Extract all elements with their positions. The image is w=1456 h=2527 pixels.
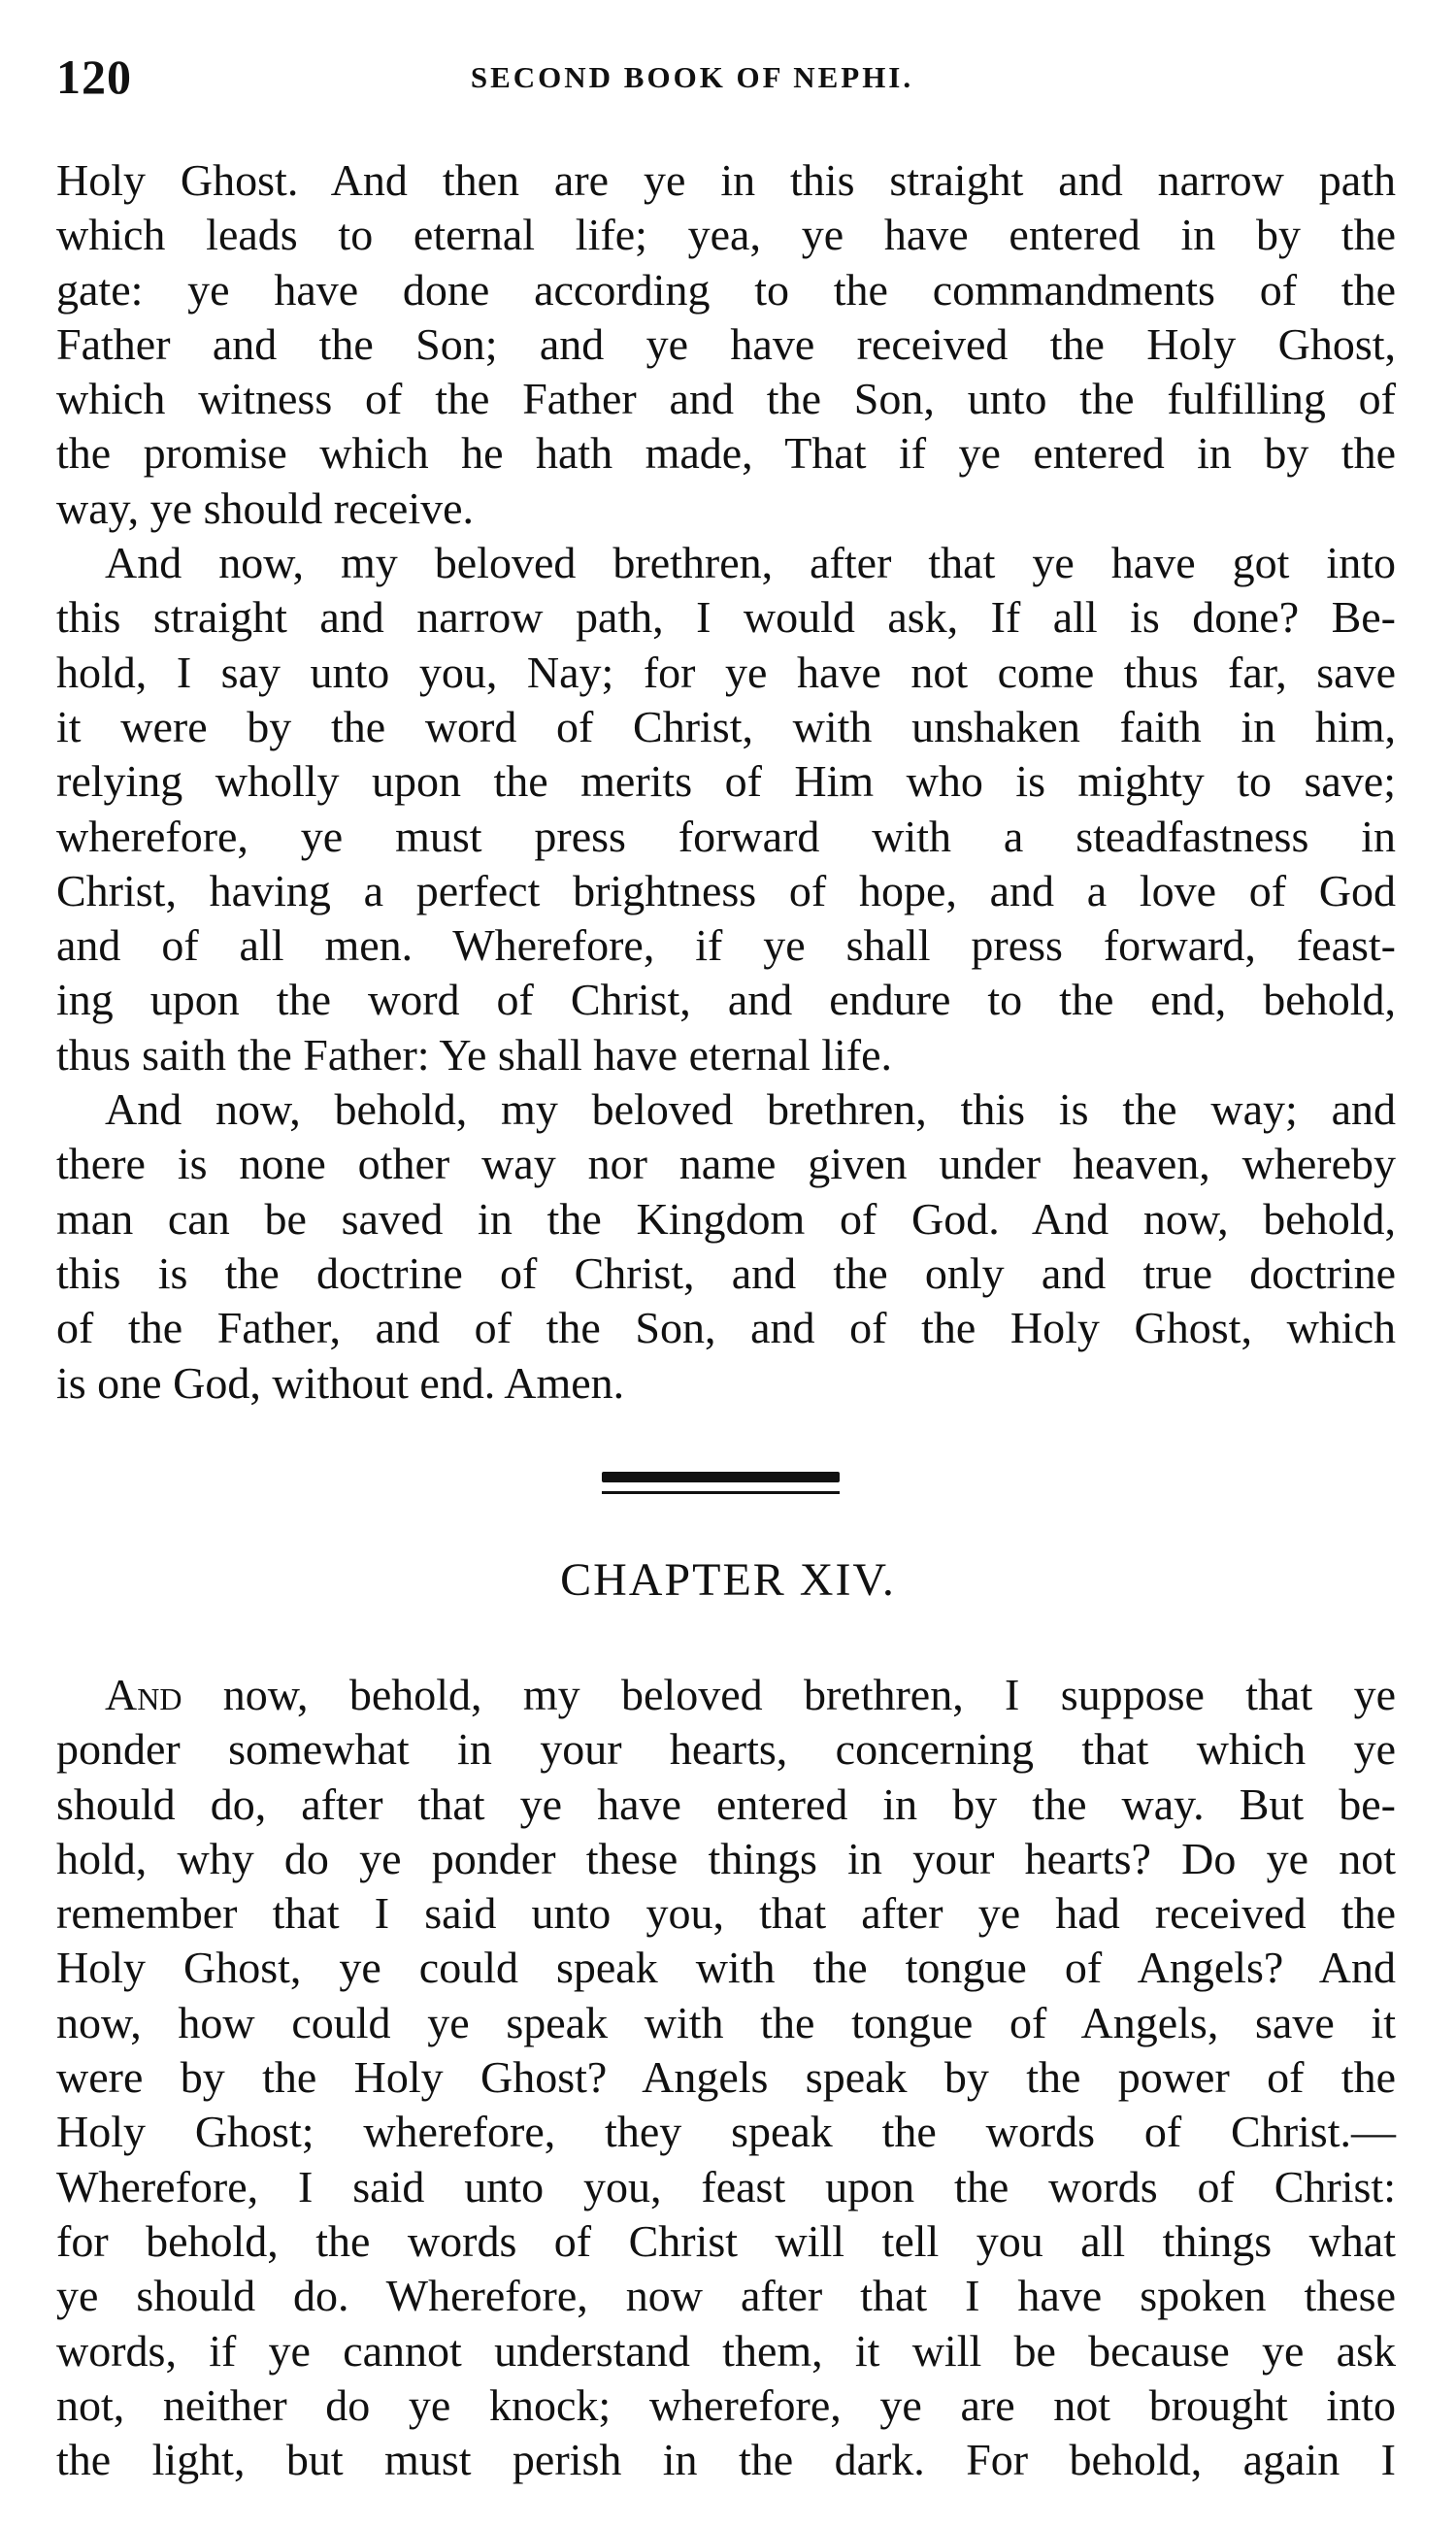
book-title: SECOND BOOK OF NEPHI.	[470, 60, 914, 94]
text-line: there is none other way nor name given under heaven, whereby	[56, 1139, 1396, 1189]
text-line: remember that I said unto you, that after ye had received the	[56, 1888, 1396, 1939]
verse-text-top	[56, 153, 1396, 1411]
text-line: is one God, without end. Amen.	[56, 1357, 625, 1408]
divider-thin-rule	[602, 1491, 840, 1494]
text-line: should do, after that ye have entered in by the way. But be-	[56, 1779, 1396, 1829]
text-line-rest: now, behold, my beloved brethren, I suppose that ye	[182, 1670, 1396, 1719]
text-line: Holy Ghost. And then are ye in this straight and narrow path	[56, 155, 1396, 205]
text-line: not, neither do ye knock; wherefore, ye are not brought into	[56, 2379, 1396, 2430]
running-head	[56, 49, 1396, 116]
text-line: man can be saved in the Kingdom of God. And now, behold,	[56, 1193, 1396, 1244]
text-line: And now, my beloved brethren, after that ye have got into	[105, 538, 1396, 588]
text-line: this is the doctrine of Christ, and the only and true doctrine	[56, 1247, 1396, 1298]
text-line: ing upon the word of Christ, and endure to the end, behold,	[56, 975, 1396, 1025]
text-line: now, how could ye speak with the tongue of Angels, save it	[56, 1997, 1396, 2047]
text-line: for behold, the words of Christ will tell you all things what	[56, 2215, 1396, 2266]
text-line: of the Father, and of the Son, and of the Holy Ghost, which	[56, 1303, 1396, 1353]
text-line: hold, why do ye ponder these things in your hearts? Do ye not	[56, 1833, 1396, 1883]
text-line: way, ye should receive.	[56, 482, 475, 533]
text-line: which witness of the Father and the Son, unto the fulfilling of	[56, 374, 1396, 424]
text-line: it were by the word of Christ, with unshaken faith in him,	[56, 701, 1396, 751]
text-line: hold, I say unto you, Nay; for ye have not come thus far, save	[56, 647, 1396, 697]
text-line: and of all men. Wherefore, if ye shall press forward, feast-	[56, 920, 1396, 971]
text-line	[56, 1668, 1396, 1722]
text-line: the light, but must perish in the dark. For behold, again I	[56, 2435, 1396, 2485]
text-line: gate: ye have done according to the commandments of the	[56, 264, 1396, 315]
text-line: which leads to eternal life; yea, ye have entered in by the	[56, 210, 1396, 260]
chapter-divider-ornament	[602, 1468, 840, 1501]
chapter-text	[56, 1668, 1396, 2487]
text-line: Holy Ghost; wherefore, they speak the words of Christ.—	[56, 2107, 1396, 2157]
text-line: wherefore, ye must press forward with a steadfastness in	[56, 811, 1396, 861]
text-line: relying wholly upon the merits of Him who is mighty to save;	[56, 756, 1396, 807]
divider-thick-rule	[602, 1472, 840, 1482]
text-line: this straight and narrow path, I would ask, If all is done? Be-	[56, 592, 1396, 643]
chapter-heading: CHAPTER XIV.	[560, 1554, 896, 1606]
text-line: the promise which he hath made, That if ye entered in by the	[56, 428, 1396, 479]
text-line: Wherefore, I said unto you, feast upon the words of Christ:	[56, 2161, 1396, 2211]
text-line: Christ, having a perfect brightness of hope, and a love of God	[56, 865, 1396, 915]
page-number: 120	[56, 50, 132, 104]
text-line: words, if ye cannot understand them, it will be because ye ask	[56, 2325, 1396, 2376]
text-line: ye should do. Wherefore, now after that I have spoken these	[56, 2271, 1396, 2321]
text-line: thus saith the Father: Ye shall have eternal life.	[56, 1029, 893, 1080]
text-line: were by the Holy Ghost? Angels speak by the power of the	[56, 2052, 1396, 2103]
text-line: And now, behold, my beloved brethren, this is the way; and	[105, 1084, 1396, 1135]
chapter-first-word: And	[105, 1670, 182, 1719]
text-line: Father and the Son; and ye have received the Holy Ghost,	[56, 318, 1396, 369]
text-line: ponder somewhat in your hearts, concerning that which ye	[56, 1724, 1396, 1775]
text-line: Holy Ghost, ye could speak with the tongue of Angels? And	[56, 1943, 1396, 1993]
